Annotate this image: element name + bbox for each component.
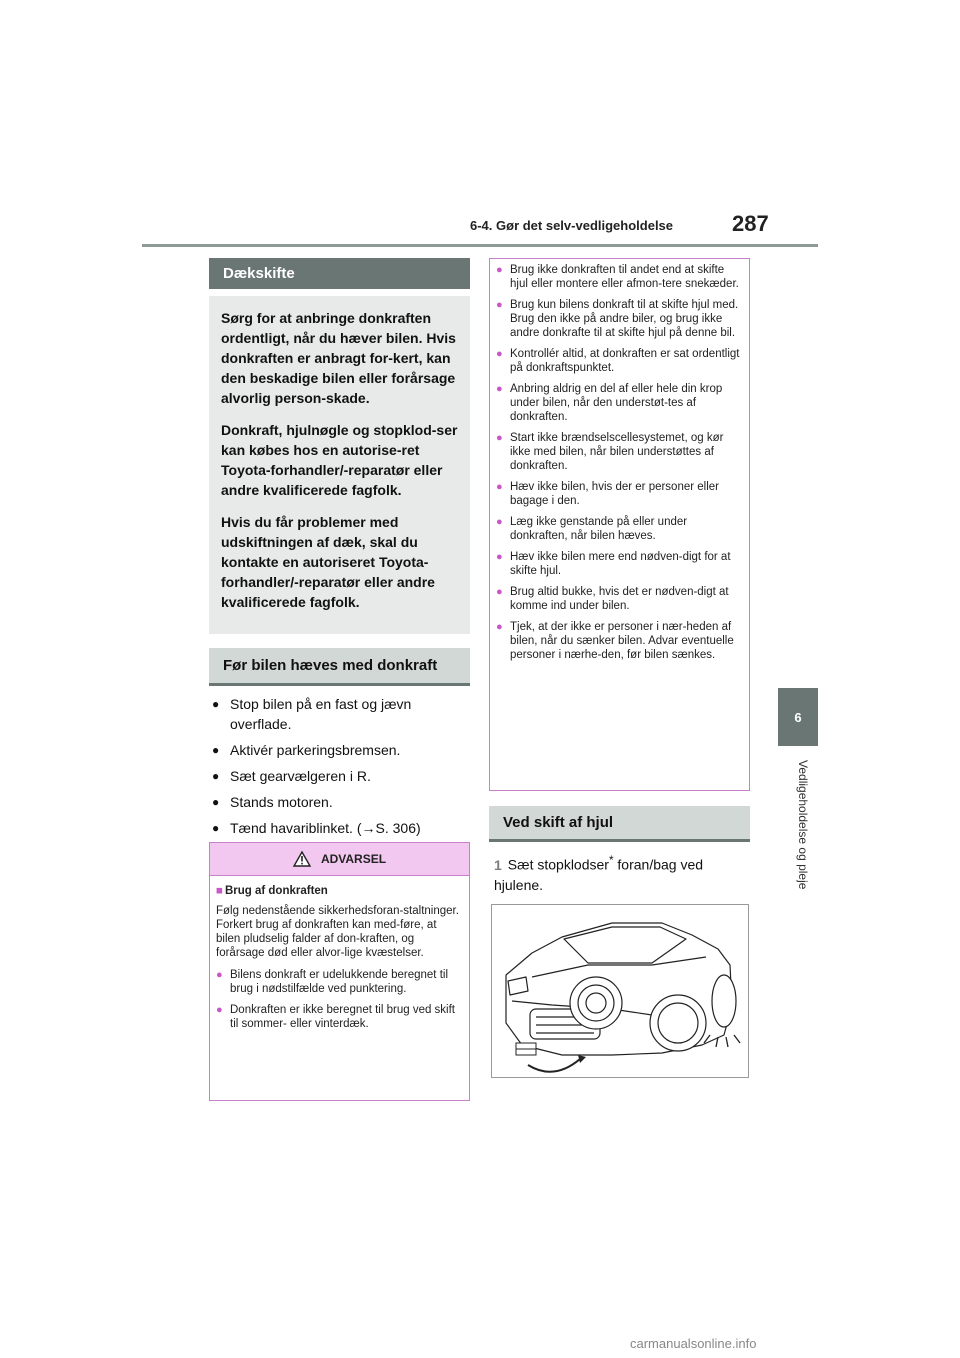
warning-item: ● Brug kun bilens donkraft til at skifte hjul med. Brug den ikke på andre biler, og brug ikke andre donkrafte til at skifte hjul på denne bil. (496, 298, 743, 340)
list-item: ● Stands motoren. (212, 792, 468, 812)
tire-change-intro-box (209, 296, 470, 634)
wheel-change-heading (489, 806, 750, 842)
warning-intro: Følg nedenstående sikkerhedsforan-staltninger. Forkert brug af donkraften kan med-føre, at bilen pludselig falder af don-kraften, og forårsage død eller alvor-lige kvæstelser. (216, 905, 459, 959)
wheel-change-heading-text: Ved skift af hjul (503, 814, 614, 831)
chapter-title-wrapper (778, 760, 818, 930)
warning-item: ● Hæv ikke bilen, hvis der er personer eller bagage i den. (496, 480, 743, 508)
before-lift-list (212, 694, 468, 844)
warning-item: ● Start ikke brændselscellesystemet, og kør ikke med bilen, når bilen understøttes af donkraften. (496, 431, 743, 473)
before-lift-heading (209, 648, 470, 686)
step-text-rest: foran/bag ved hjulene. (494, 856, 704, 893)
warning-item: ● Kontrollér altid, at donkraften er sat ordentligt på donkraftspunktet. (496, 347, 743, 375)
warning-continued-box (489, 258, 750, 791)
step-text: Sæt stopklodser (507, 856, 609, 873)
warning-header (210, 843, 469, 876)
section-title: 6-4. Gør det selv-vedligeholdelse (470, 218, 674, 233)
car-illustration-icon (492, 905, 748, 1077)
warning-item: ● Donkraften er ikke beregnet til brug ved skift til sommer- eller vinterdæk. (216, 1003, 463, 1031)
warning-item: ● Brug altid bukke, hvis det er nødven-digt at komme ind under bilen. (496, 585, 743, 613)
warning-subheading-text: Brug af donkraften (224, 885, 328, 897)
header-rule (142, 244, 818, 247)
list-item: ● Tænd havariblinket. (→S. 306) (212, 818, 468, 838)
car-wheel-chock-illustration (491, 904, 749, 1078)
warning-item: ● Tjek, at der ikke er personer i nær-heden af bilen, når du sænker bilen. Advar eventuelle personer i nærhe-den, før bilen sænkes. (496, 620, 743, 662)
warning-item: ● Hæv ikke bilen mere end nødven-digt for at skifte hjul. (496, 550, 743, 578)
list-item: ● Aktivér parkeringsbremsen. (212, 740, 468, 760)
warning-triangle-icon (293, 851, 311, 867)
list-item: ● Stop bilen på en fast og jævn overflade. (212, 694, 468, 734)
list-item: ● Sæt gearvælgeren i R. (212, 766, 468, 786)
chapter-tab (778, 688, 818, 746)
tire-change-heading-text: Dækskifte (223, 265, 295, 282)
warning-continued-body (490, 259, 749, 673)
warning-item: ● Anbring aldrig en del af eller hele din krop under bilen, når den understøt-tes af donkraften. (496, 382, 743, 424)
page-number: 287 (732, 211, 769, 236)
watermark: carmanualsonline.info (630, 1336, 757, 1351)
warning-body (210, 876, 469, 1042)
intro-paragraph: Sørg for at anbringe donkraften ordentligt, når du hæver bilen. Hvis donkraften er anbragt for-kert, kan den beskadige bilen eller forårsage alvorlig person-skade. (221, 310, 456, 406)
chapter-title: Vedligeholdelse og pleje (796, 760, 810, 890)
intro-paragraph: Hvis du får problemer med udskiftningen af dæk, skal du kontakte en autoriseret Toyota-forhandler/-reparatør eller andre kvalificerede fagfolk. (221, 514, 435, 610)
step-footnote-mark: * (608, 854, 614, 867)
warning-label: ADVARSEL (320, 852, 387, 866)
tire-change-heading (209, 258, 470, 289)
warning-item: ● Læg ikke genstande på eller under donkraften, når bilen hæves. (496, 515, 743, 543)
step-number: 1 (494, 856, 502, 873)
chapter-number: 6 (794, 709, 802, 725)
warning-item: ● Brug ikke donkraften til andet end at skifte hjul eller montere eller afmon-tere snekæder. (496, 263, 743, 291)
intro-paragraph: Donkraft, hjulnøgle og stopklod-ser kan købes hos en autorise-ret Toyota-forhandler/-reparatør eller andre kvalificerede fagfolk. (221, 422, 458, 498)
before-lift-heading-text: Før bilen hæves med donkraft (223, 657, 438, 674)
warning-subheading: ■ Brug af donkraften (216, 885, 328, 897)
warning-box (209, 842, 470, 1101)
step-1 (494, 851, 746, 895)
warning-item: ● Bilens donkraft er udelukkende beregnet til brug i nødstilfælde ved punktering. (216, 968, 463, 996)
